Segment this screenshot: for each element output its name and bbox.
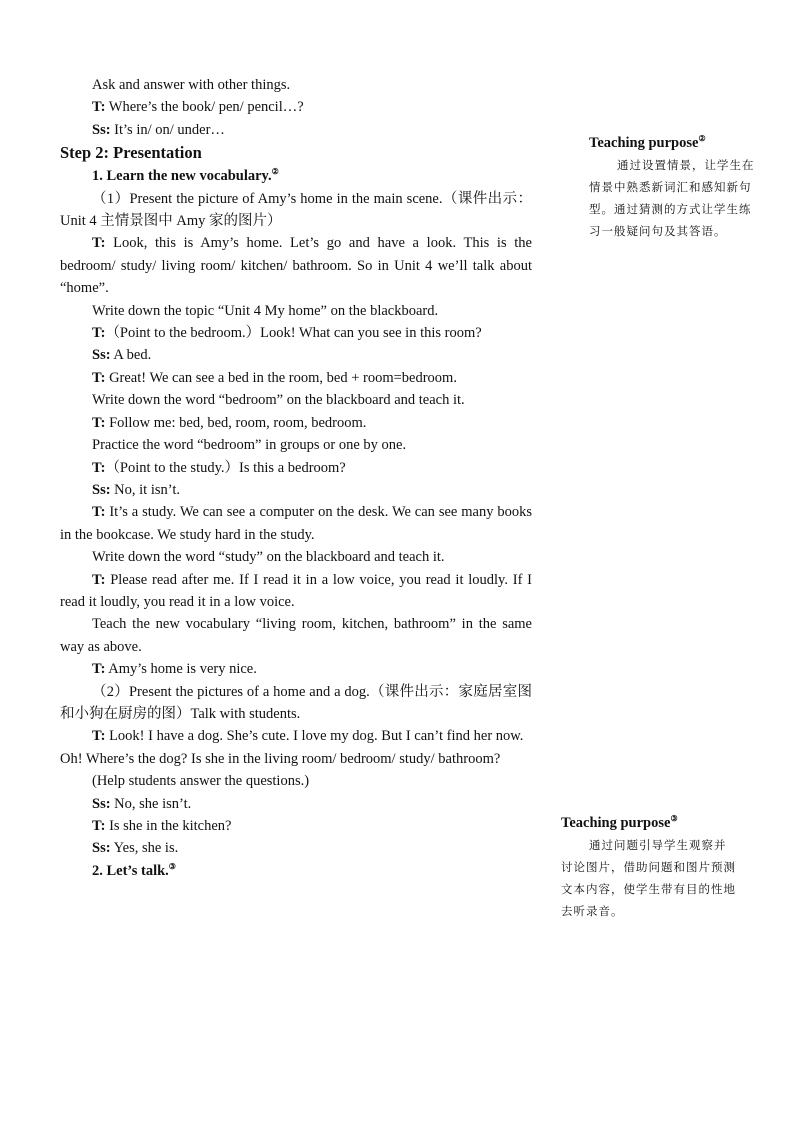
instruction-line: Write down the topic “Unit 4 My home” on the blackboard. <box>92 302 439 319</box>
speaker-label: Ss: <box>92 795 111 812</box>
dialogue-line: T: Where’s the book/ pen/ pencil…? <box>92 99 304 116</box>
speaker-label: T: <box>92 325 106 342</box>
instruction-line: Write down the word “study” on the blackboard and teach it. <box>92 549 445 566</box>
section-heading: 1. Learn the new vocabulary.② <box>92 167 279 185</box>
speaker-label: Ss: <box>92 347 111 364</box>
dialogue-line: T: Look! I have a dog. She’s cute. I love my dog. But I can’t find her now. Oh! Where’s the dog? Is she in the living room/ bedroom/ study/ bathroom? <box>60 728 524 767</box>
speaker-label: T: <box>92 414 106 431</box>
speaker-label: Ss: <box>92 840 111 857</box>
paragraph: （2）Present the pictures of a home and a dog.（课件出示：家庭居室图和小狗在厨房的图）Talk with students. <box>60 683 532 722</box>
instruction-line: Practice the word “bedroom” in groups or one by one. <box>92 437 407 454</box>
speaker-label: T: <box>92 728 106 745</box>
dialogue-line: T: Please read after me. If I read it in a low voice, you read it loudly. If I read it loudly, you read it in a low voice. <box>60 571 532 610</box>
instruction-line: (Help students answer the questions.) <box>92 773 310 790</box>
note-title: Teaching purpose <box>561 815 671 831</box>
teaching-purpose-note-1 <box>589 132 761 242</box>
intro-line: Ask and answer with other things. <box>92 77 291 93</box>
note-body: 通过问题引导学生观察并讨论图片，借助问题和图片预测文本内容，使学生带有目的性地去听录音。 <box>561 838 736 918</box>
speaker-label: T: <box>92 504 106 521</box>
dialogue-line: T:（Point to the bedroom.）Look! What can you see in this room? <box>92 325 482 342</box>
footnote-marker: ③ <box>168 861 176 871</box>
speaker-label: T: <box>92 818 106 834</box>
footnote-marker: ② <box>271 167 279 177</box>
note-body: 通过设置情景，让学生在情景中熟悉新词汇和感知新句型。通过猜测的方式让学生练习一般疑问句及其答语。 <box>589 158 755 238</box>
section-heading: 2. Let’s talk.③ <box>92 861 176 879</box>
speaker-label: T: <box>92 369 106 386</box>
speaker-label: T: <box>92 661 106 678</box>
dialogue-line: T: Is she in the kitchen? <box>92 818 232 834</box>
speaker-label: T: <box>92 99 106 116</box>
instruction-line: Teach the new vocabulary “living room, kitchen, bathroom” in the same way as above. <box>60 616 532 655</box>
speaker-label: T: <box>92 459 106 476</box>
speaker-label: T: <box>92 571 106 588</box>
dialogue-line: Ss: It’s in/ on/ under… <box>92 121 225 138</box>
main-column <box>60 74 532 882</box>
dialogue-line: T: Look, this is Amy’s home. Let’s go and have a look. This is the bedroom/ study/ living room/ kitchen/ bathroom. So in Unit 4 we’ll talk about “home”. <box>60 235 532 297</box>
step-heading: Step 2: Presentation <box>60 143 202 163</box>
dialogue-line: Ss: Yes, she is. <box>92 840 179 857</box>
dialogue-line: T: Amy’s home is very nice. <box>92 661 257 678</box>
speaker-label: T: <box>92 235 106 252</box>
teaching-purpose-note-2 <box>561 812 737 922</box>
footnote-marker: ③ <box>670 814 678 824</box>
dialogue-line: T: Great! We can see a bed in the room, bed + room=bedroom. <box>92 369 457 386</box>
speaker-label: Ss: <box>92 121 111 138</box>
speaker-label: Ss: <box>92 481 111 498</box>
instruction-line: Write down the word “bedroom” on the blackboard and teach it. <box>92 392 465 409</box>
dialogue-line: Ss: No, it isn’t. <box>92 481 180 498</box>
dialogue-line: Ss: A bed. <box>92 347 152 364</box>
footnote-marker: ② <box>698 134 706 144</box>
dialogue-line: T: Follow me: bed, bed, room, room, bedroom. <box>92 414 367 431</box>
dialogue-line: T:（Point to the study.）Is this a bedroom? <box>92 459 346 476</box>
note-title: Teaching purpose <box>589 135 699 151</box>
dialogue-line: Ss: No, she isn’t. <box>92 795 192 812</box>
paragraph: （1）Present the picture of Amy’s home in the main scene.（课件出示：Unit 4 主情景图中 Amy 家的图片） <box>60 190 532 230</box>
dialogue-line: T: It’s a study. We can see a computer on the desk. We can see many books in the bookcase. We study hard in the study. <box>60 504 532 543</box>
